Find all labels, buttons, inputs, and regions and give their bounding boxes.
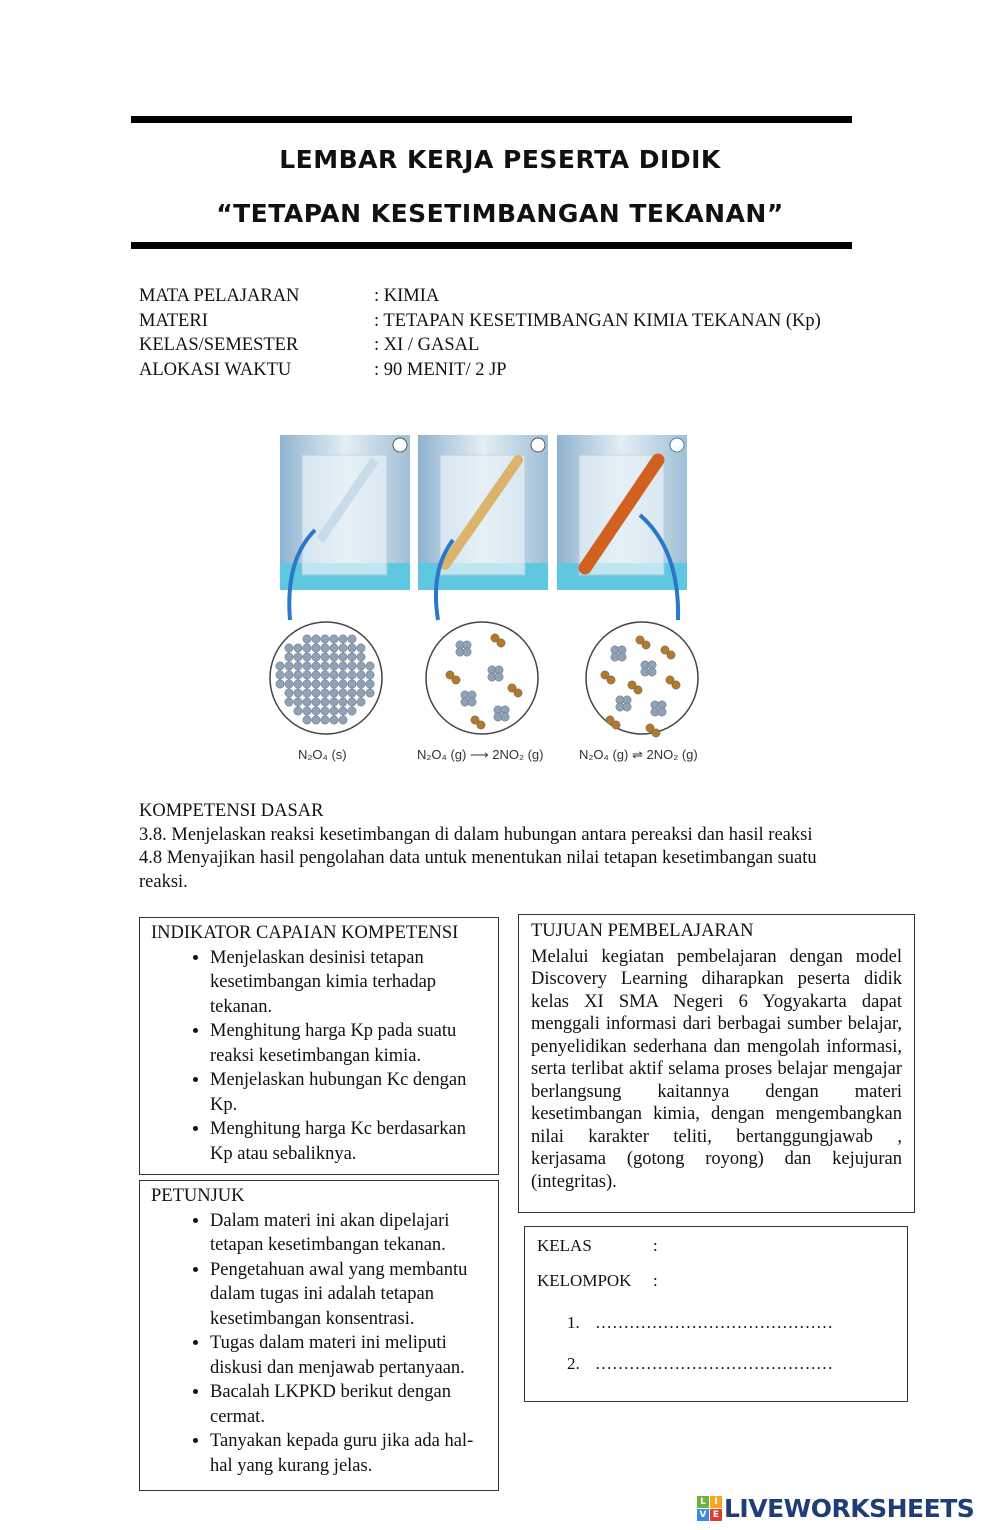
- molecule-atom: [357, 653, 365, 661]
- molecule-atom: [357, 662, 365, 670]
- petunjuk-item: • Pengetahuan awal yang membantu dalam tugas ini adalah tetapan kesetimbangan konsentrasi.: [210, 1258, 488, 1332]
- kelas-colon: :: [653, 1236, 658, 1255]
- molecule-atom: [312, 644, 320, 652]
- molecule-atom: [366, 671, 374, 679]
- live-badge-icon: [697, 1496, 722, 1521]
- indikator-item: • Menghitung harga Kp pada suatu reaksi kesetimbangan kimia.: [210, 1019, 488, 1068]
- kelompok-box: [524, 1226, 908, 1402]
- worksheet-title: LEMBAR KERJA PESERTA DIDIK: [279, 145, 721, 174]
- molecule-atom: [348, 662, 356, 670]
- meta-value: : KIMIA: [374, 286, 440, 306]
- molecule-atom: [357, 680, 365, 688]
- molecule-atom: [339, 698, 347, 706]
- molecule-atom: [623, 703, 631, 711]
- molecule-atom: [357, 698, 365, 706]
- petunjuk-item: • Tugas dalam materi ini meliputi diskusi dan menjawab pertanyaan.: [210, 1331, 488, 1380]
- molecule-atom: [357, 689, 365, 697]
- molecule-atom: [294, 662, 302, 670]
- caption-forward-reaction: N₂O₄ (g) ⟶ 2NO₂ (g): [417, 747, 544, 762]
- molecule-atom: [339, 689, 347, 697]
- molecule-atom: [463, 648, 471, 656]
- molecule-atom: [330, 698, 338, 706]
- molecule-atom: [348, 671, 356, 679]
- beaker-panel-2: [418, 435, 548, 590]
- meta-key: KELAS/SEMESTER: [139, 335, 299, 355]
- molecule-atom: [303, 653, 311, 661]
- molecule-atom: [285, 698, 293, 706]
- member-number: 1.: [567, 1313, 580, 1332]
- kelas-label: KELAS: [537, 1236, 592, 1255]
- molecule-atom: [330, 716, 338, 724]
- molecule-atom: [276, 680, 284, 688]
- meta-info: [139, 284, 821, 382]
- molecule-atom: [312, 689, 320, 697]
- molecule-atom: [339, 662, 347, 670]
- molecule-atom: [303, 644, 311, 652]
- kelompok-colon: :: [653, 1271, 658, 1290]
- molecule-atom: [321, 698, 329, 706]
- tujuan-text: Melalui kegiatan pembelajaran dengan model Discovery Learning diharapkan peserta didik kelas XI SMA Negeri 6 Yogyakarta dapat menggali informasi dari berbagai sumber belajar, penyelidikan sederhana dan mengolah informasi, serta terlibat aktif selama proses belajar mengajar berlangsung kaitannya dengan materi kesetimbangan kimia, dengan mengembangkan nilai karakter teliti, bertanggungjawab , kerjasama (gotong royong) dan kejujuran (integritas).: [531, 946, 902, 1192]
- molecule-atom: [285, 662, 293, 670]
- tujuan-heading: TUJUAN PEMBELAJARAN: [531, 921, 754, 941]
- molecule-atom: [330, 662, 338, 670]
- indikator-heading: INDIKATOR CAPAIAN KOMPETENSI: [151, 923, 459, 943]
- molecule-atom: [312, 635, 320, 643]
- member-number: 2.: [567, 1354, 580, 1373]
- molecule-atom: [339, 680, 347, 688]
- indikator-item: • Menghitung harga Kc berdasarkan Kp atau sebaliknya.: [210, 1117, 488, 1166]
- molecule-atom: [348, 653, 356, 661]
- molecule-atom: [294, 698, 302, 706]
- tujuan-box: [518, 914, 915, 1213]
- indikator-box: [139, 917, 499, 1175]
- meta-value: : TETAPAN KESETIMBANGAN KIMIA TEKANAN (Kp): [374, 310, 821, 331]
- kelompok-label: KELOMPOK: [537, 1271, 632, 1290]
- molecule-atom: [312, 680, 320, 688]
- molecule-atom: [321, 671, 329, 679]
- molecule-atom: [312, 653, 320, 661]
- member-field-1[interactable]: ……………………………………: [595, 1313, 833, 1332]
- molecule-atom: [321, 662, 329, 670]
- molecule-atom: [339, 716, 347, 724]
- molecule-atom: [452, 676, 460, 684]
- molecule-atom: [303, 716, 311, 724]
- kompetensi-item: 4.8 Menyajikan hasil pengolahan data untuk menentukan nilai tetapan kesetimbangan suatu reaksi.: [139, 848, 817, 892]
- molecule-atom: [658, 708, 666, 716]
- molecule-atom: [321, 680, 329, 688]
- molecule-atom: [612, 721, 620, 729]
- molecule-atom: [321, 689, 329, 697]
- molecule-atom: [339, 707, 347, 715]
- molecule-atom: [339, 653, 347, 661]
- kompetensi-item: 3.8. Menjelaskan reaksi kesetimbangan di dalam hubungan antara pereaksi dan hasil reaksi: [139, 824, 813, 845]
- badge-letter: V: [697, 1509, 709, 1521]
- molecule-atom: [303, 680, 311, 688]
- petunjuk-box: [139, 1180, 499, 1491]
- molecule-atom: [497, 639, 505, 647]
- molecule-atom: [294, 707, 302, 715]
- molecule-atom: [285, 680, 293, 688]
- molecule-atom: [652, 729, 660, 737]
- molecule-atom: [348, 698, 356, 706]
- molecule-atom: [276, 662, 284, 670]
- molecule-atom: [303, 662, 311, 670]
- kompetensi-dasar: [139, 800, 859, 894]
- molecule-atom: [303, 707, 311, 715]
- molecule-atom: [294, 680, 302, 688]
- molecule-atom: [618, 653, 626, 661]
- molecule-atom: [366, 662, 374, 670]
- molecule-atom: [312, 698, 320, 706]
- meta-value: : XI / GASAL: [374, 335, 480, 355]
- molecule-atom: [330, 689, 338, 697]
- molecule-atom: [348, 635, 356, 643]
- molecule-atom: [321, 635, 329, 643]
- molecule-atom: [348, 680, 356, 688]
- molecule-atom: [285, 671, 293, 679]
- molecule-atom: [366, 689, 374, 697]
- molecule-atom: [357, 644, 365, 652]
- molecule-atom: [330, 707, 338, 715]
- molecule-atom: [303, 689, 311, 697]
- meta-value: : 90 MENIT/ 2 JP: [374, 359, 507, 380]
- badge-letter: L: [697, 1496, 709, 1508]
- petunjuk-item: • Tanyakan kepada guru jika ada hal-hal yang kurang jelas.: [210, 1429, 488, 1478]
- molecule-atom: [339, 671, 347, 679]
- molecule-atom: [312, 671, 320, 679]
- molecule-atom: [303, 698, 311, 706]
- petunjuk-item: • Bacalah LKPKD berikut dengan cermat.: [210, 1380, 488, 1429]
- molecule-atom: [634, 686, 642, 694]
- bottom-rule: [131, 242, 852, 249]
- molecule-atom: [348, 644, 356, 652]
- member-field-2[interactable]: ……………………………………: [595, 1354, 833, 1373]
- caption-equilibrium: N₂O₄ (g) ⇌ 2NO₂ (g): [579, 747, 698, 762]
- molecule-atom: [294, 644, 302, 652]
- molecule-atom: [276, 671, 284, 679]
- molecule-atom: [312, 716, 320, 724]
- molecule-atom: [357, 671, 365, 679]
- molecule-atom: [501, 713, 509, 721]
- molecule-atom: [468, 698, 476, 706]
- molecule-atom: [312, 707, 320, 715]
- molecule-atom: [321, 707, 329, 715]
- indikator-item: • Menjelaskan hubungan Kc dengan Kp.: [210, 1068, 488, 1117]
- logo-text: LIVEWORKSHEETS: [724, 1494, 975, 1523]
- kompetensi-heading: KOMPETENSI DASAR: [139, 801, 324, 821]
- liveworksheets-logo: [697, 1494, 974, 1523]
- molecule-atom: [294, 671, 302, 679]
- molecule-atom: [285, 644, 293, 652]
- molecule-atom: [294, 653, 302, 661]
- molecule-atom: [330, 653, 338, 661]
- petunjuk-heading: PETUNJUK: [151, 1186, 245, 1206]
- molecule-atom: [607, 676, 615, 684]
- meta-key: MATA PELAJARAN: [139, 286, 300, 306]
- molecule-atom: [339, 644, 347, 652]
- molecule-atom: [477, 721, 485, 729]
- beaker-panel-3: [557, 435, 687, 590]
- molecule-atom: [330, 680, 338, 688]
- meta-key: MATERI: [139, 310, 208, 331]
- indikator-item: • Menjelaskan desinisi tetapan kesetimbangan kimia terhadap tekanan.: [210, 946, 488, 1020]
- molecule-atom: [321, 644, 329, 652]
- molecule-atom: [648, 668, 656, 676]
- molecule-atom: [348, 707, 356, 715]
- molecule-atom: [495, 673, 503, 681]
- meta-key: ALOKASI WAKTU: [139, 359, 292, 380]
- molecule-atom: [303, 671, 311, 679]
- molecule-atom: [330, 635, 338, 643]
- top-rule: [131, 116, 852, 123]
- molecule-atom: [348, 689, 356, 697]
- molecule-atom: [303, 635, 311, 643]
- petunjuk-item: • Dalam materi ini akan dipelajari tetapan kesetimbangan tekanan.: [210, 1209, 488, 1258]
- molecule-atom: [330, 644, 338, 652]
- badge-letter: E: [710, 1509, 722, 1521]
- molecule-atom: [339, 635, 347, 643]
- molecule-atom: [672, 681, 680, 689]
- molecule-atom: [285, 689, 293, 697]
- molecule-atom: [294, 689, 302, 697]
- worksheet-subtitle: “TETAPAN KESETIMBANGAN TEKANAN”: [216, 199, 784, 228]
- n2o4-equilibrium-illustration: [260, 430, 730, 775]
- molecule-atom: [642, 641, 650, 649]
- beaker-panel-1: [280, 435, 410, 590]
- molecule-atom: [285, 653, 293, 661]
- molecule-atom: [514, 689, 522, 697]
- molecule-atom: [667, 651, 675, 659]
- molecule-atom: [366, 680, 374, 688]
- molecule-atom: [312, 662, 320, 670]
- molecule-atom: [330, 671, 338, 679]
- badge-letter: I: [710, 1496, 722, 1508]
- caption-solid: N₂O₄ (s): [298, 747, 347, 762]
- molecule-atom: [321, 716, 329, 724]
- molecule-atom: [321, 653, 329, 661]
